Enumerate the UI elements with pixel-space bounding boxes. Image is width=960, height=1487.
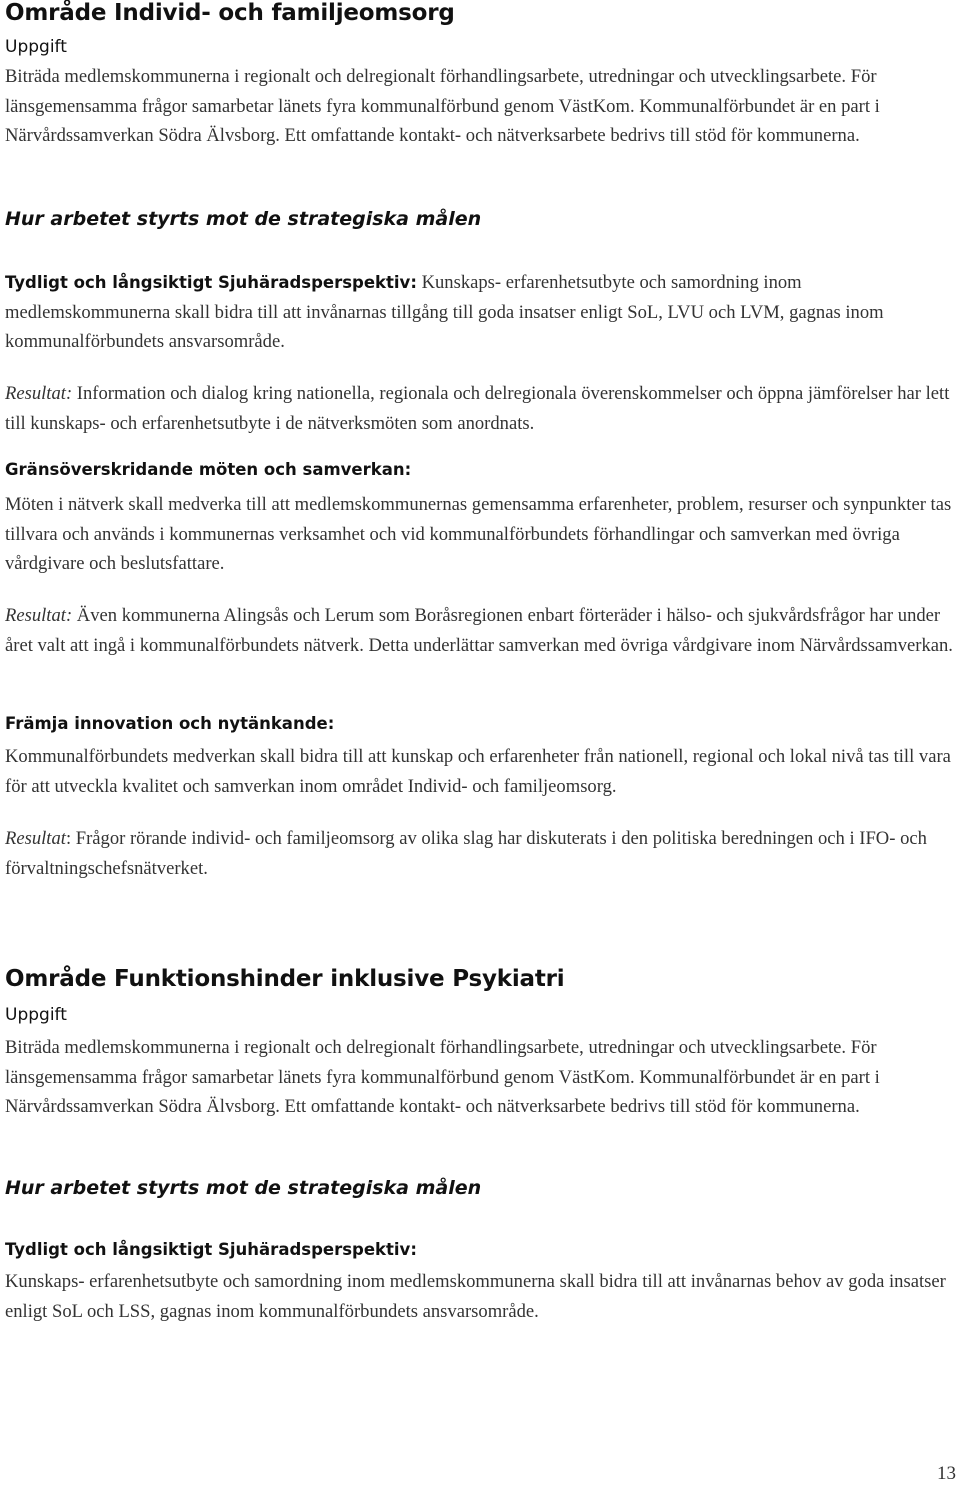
uppgift-heading xyxy=(5,1005,955,1025)
result-text: Information och dialog kring nationella, regionala och delregionala överenskommelser och öppna jämförelser har lett till kunskaps- och erfarenhetsutbyte i de nätverksmöten som anordnats. xyxy=(5,383,950,434)
innovation-label: Främja innovation och nytänkande: xyxy=(5,714,335,733)
strategy-heading xyxy=(5,1177,955,1199)
uppgift-heading xyxy=(5,37,955,57)
strategy-heading xyxy=(5,208,955,230)
result-text: Även kommunerna Alingsås och Lerum som Boråsregionen enbart förteräder i hälso- och sjukvårdsfrågor har under året valt att ingå i kommunalförbundets nätverk. Detta underlättar samverkan med övriga vårdgivare inom Närvårdssamverkan. xyxy=(5,605,953,656)
section-ifo-title xyxy=(5,0,955,26)
perspective-label: Tydligt och långsiktigt Sjuhäradsperspektiv: xyxy=(5,1240,417,1259)
result-label: Resultat: xyxy=(5,383,73,404)
cross-border-label: Gränsöverskridande möten och samverkan: xyxy=(5,460,412,479)
uppgift-text: Biträda medlemskommunerna i regionalt och delregionalt förhandlingsarbete, utredningar och utvecklingsarbete. För länsgemensamma frågor samarbetar länets fyra kommunalförbund genom VästKom. Kommunalförbundet är en part i Närvårdssamverkan Södra Älvsborg. Ett omfattande kontakt- och nätverksarbete bedrivs till stöd för kommunerna. xyxy=(5,1037,880,1117)
perspective-text: Kunskaps- erfarenhetsutbyte och samordning inom medlemskommunerna skall bidra till att invånarnas tillgång till goda insatser enligt SoL, LVU och LVM, gagnas inom kommunalförbundets ansvarsområde. xyxy=(5,272,884,352)
uppgift-label: Uppgift xyxy=(5,37,67,57)
perspective-label: Tydligt och långsiktigt Sjuhäradsperspektiv: xyxy=(5,273,417,292)
perspective-heading xyxy=(5,1240,955,1259)
cross-border-paragraph xyxy=(5,490,955,579)
uppgift-paragraph xyxy=(5,1033,955,1122)
perspective-text: Kunskaps- erfarenhetsutbyte och samordning inom medlemskommunerna skall bidra till att invånarnas behov av goda insatser enligt SoL och LSS, gagnas inom kommunalförbundets ansvarsområde. xyxy=(5,1271,946,1322)
strategy-heading-text: Hur arbetet styrts mot de strategiska målen xyxy=(5,208,482,230)
result-label: Resultat xyxy=(5,828,66,849)
page-number: 13 xyxy=(937,1463,956,1484)
result-text: : Frågor rörande individ- och familjeomsorg av olika slag har diskuterats i den politiska beredningen och i IFO- och förvaltningschefsnätverket. xyxy=(5,828,927,879)
result-paragraph-2 xyxy=(5,601,955,660)
perspective-paragraph xyxy=(5,268,955,357)
innovation-heading xyxy=(5,714,955,733)
perspective-paragraph xyxy=(5,1267,955,1326)
result-label: Resultat: xyxy=(5,605,73,626)
section-title: Område Funktionshinder inklusive Psykiatri xyxy=(5,966,565,992)
innovation-paragraph xyxy=(5,742,955,801)
innovation-text: Kommunalförbundets medverkan skall bidra till att kunskap och erfarenheter från nationell, regional och lokal nivå tas till vara för att utveckla kvalitet och samverkan inom området Individ- och familjeomsorg. xyxy=(5,746,951,797)
uppgift-text: Biträda medlemskommunerna i regionalt och delregionalt förhandlingsarbete, utredningar och utvecklingsarbete. För länsgemensamma frågor samarbetar länets fyra kommunalförbund genom VästKom. Kommunalförbundet är en part i Närvårdssamverkan Södra Älvsborg. Ett omfattande kontakt- och nätverksarbete bedrivs till stöd för kommunerna. xyxy=(5,66,880,146)
result-paragraph-1 xyxy=(5,379,955,438)
uppgift-paragraph xyxy=(5,62,955,151)
section-title: Område Individ- och familjeomsorg xyxy=(5,0,455,26)
strategy-heading-text: Hur arbetet styrts mot de strategiska målen xyxy=(5,1177,482,1199)
cross-border-heading xyxy=(5,460,955,479)
uppgift-label: Uppgift xyxy=(5,1005,67,1025)
cross-border-text: Möten i nätverk skall medverka till att medlemskommunernas gemensamma erfarenheter, problem, resurser och synpunkter tas tillvara och används i kommunernas verksamhet och vid kommunalförbundets förhandlingar och samverkan med övriga vårdgivare och beslutsfattare. xyxy=(5,494,952,574)
section-fh-title xyxy=(5,966,955,992)
result-paragraph-3 xyxy=(5,824,955,883)
